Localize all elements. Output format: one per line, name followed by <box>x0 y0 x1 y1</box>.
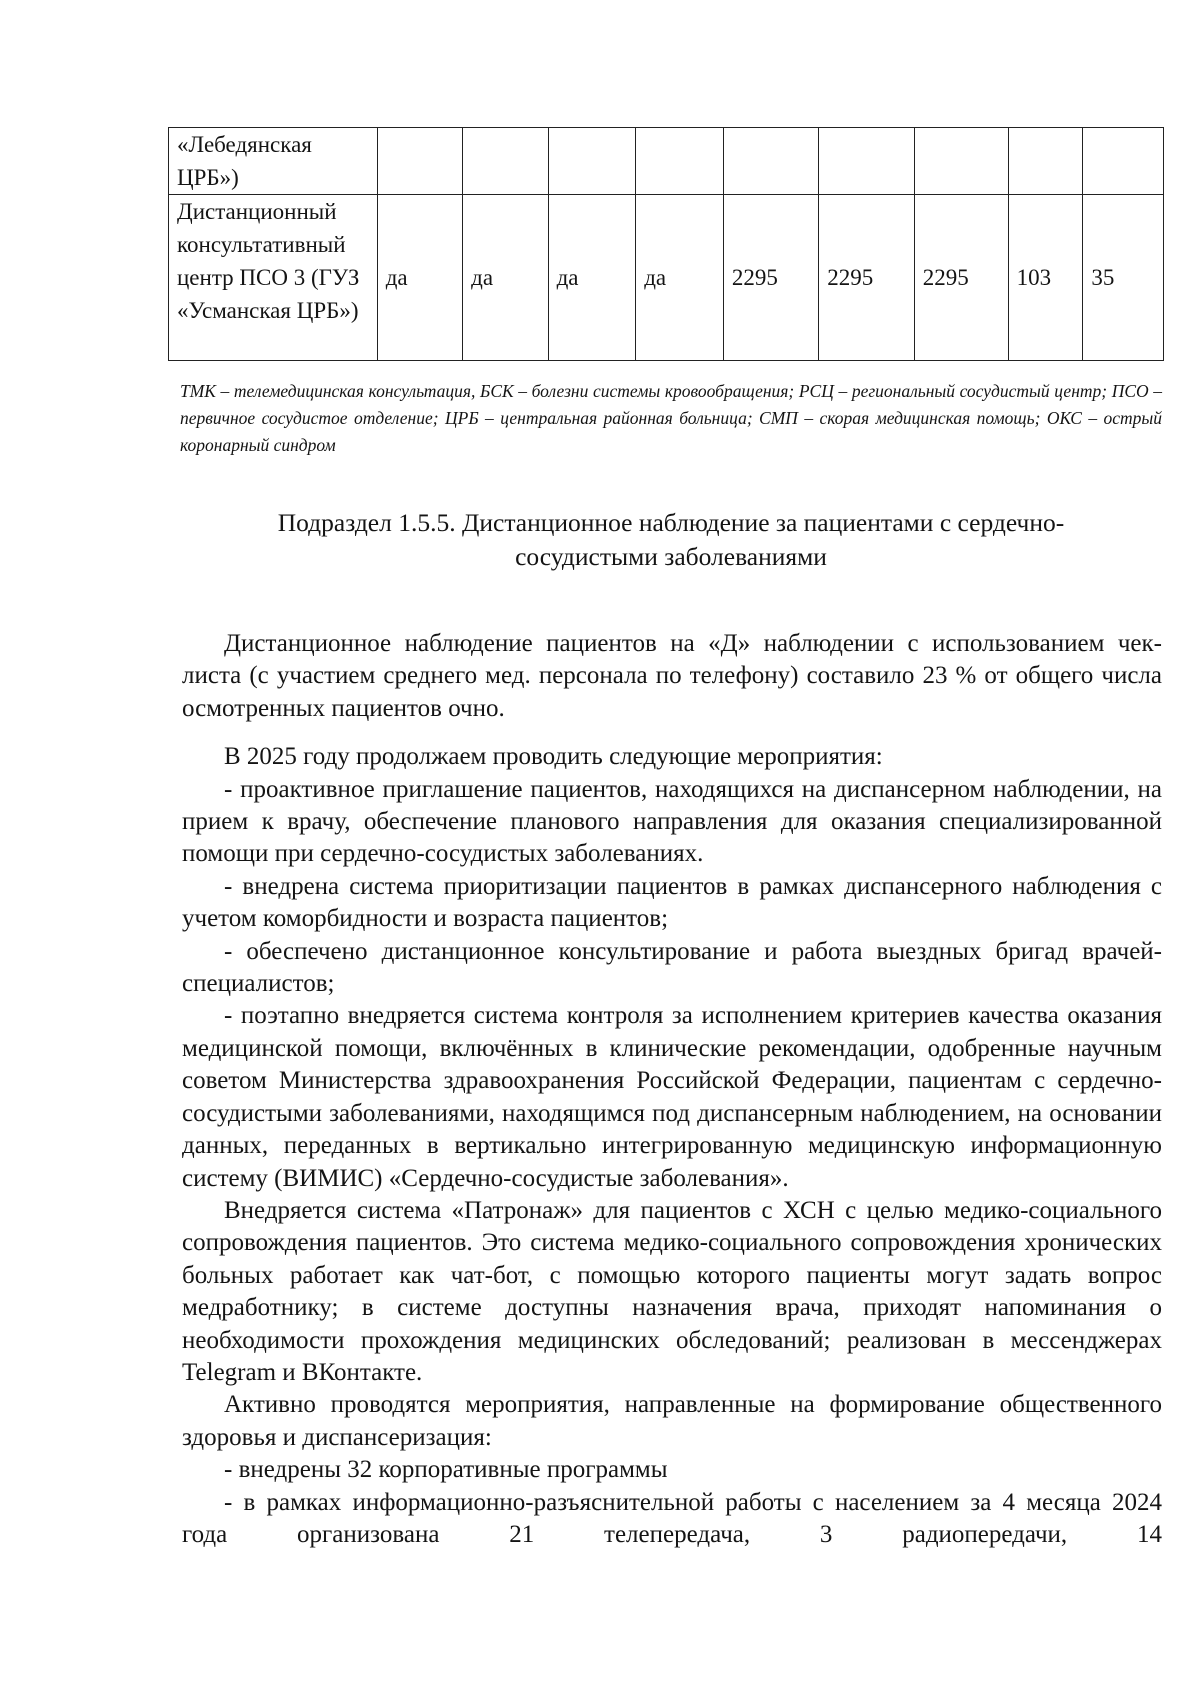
table-cell: да <box>463 195 548 361</box>
table-cell: да <box>377 195 462 361</box>
paragraph: Дистанционное наблюдение пациентов на «Д» наблюдении с использованием чек-листа (с участием среднего мед. персонала по телефону) составило 23 % от общего числа осмотренных пациентов очно. <box>182 630 1162 722</box>
body-text <box>182 628 1162 1551</box>
data-table <box>168 127 1164 361</box>
table-cell <box>377 128 462 195</box>
table-cell-label: Дистанционный консультативный центр ПСО 3 (ГУЗ «Усманская ЦРБ») <box>169 195 378 361</box>
table-cell: 2295 <box>819 195 914 361</box>
paragraph: Активно проводятся мероприятия, направленные на формирование общественного здоровья и диспансеризация: <box>182 1391 1162 1451</box>
list-item: - обеспечено дистанционное консультирование и работа выездных бригад врачей-специалистов; <box>182 937 1162 998</box>
heading-line-1: Подраздел 1.5.5. Дистанционное наблюдение за пациентами с сердечно- <box>277 508 1065 537</box>
table-footnote: ТМК – телемедицинская консультация, БСК – болезни системы кровообращения; РСЦ – региональный сосудистый центр; ПСО – первичное сосудистое отделение; ЦРБ – центральная районная больница; СМП – скорая медицинская помощь; ОКС – острый коронарный синдром <box>180 381 1162 455</box>
table-cell-label: «Лебедянская ЦРБ») <box>169 128 378 195</box>
heading-line-2: сосудистыми заболеваниями <box>515 542 827 571</box>
list-item: - в рамках информационно-разъяснительной работы с населением за 4 месяца 2024 года организована 21 телепередача, 3 радиопередачи, 14 <box>182 1488 1162 1548</box>
paragraph: В 2025 году продолжаем проводить следующие мероприятия: <box>224 743 883 771</box>
table-cell: да <box>636 195 724 361</box>
table-cell: 2295 <box>914 195 1008 361</box>
table-cell: 103 <box>1008 195 1083 361</box>
table-row <box>169 195 1164 361</box>
list-item: - внедрены 32 корпоративные программы <box>224 1456 668 1484</box>
list-item: - внедрена система приоритизации пациентов в рамках диспансерного наблюдения с учетом коморбидности и возраста пациентов; <box>182 872 1162 933</box>
table-cell <box>723 128 818 195</box>
table-cell <box>636 128 724 195</box>
table-cell: да <box>548 195 636 361</box>
table-cell <box>819 128 914 195</box>
table-cell <box>914 128 1008 195</box>
paragraph: Внедряется система «Патронаж» для пациентов с ХСН с целью медико-социального сопровождения пациентов. Это система медико-социального сопровождения хронических больных работает как чат-бот, с помощью которого пациенты могут задать вопрос медработнику; в системе доступны назначения врача, приходят напоминания о необходимости прохождения медицинских обследований; реализован в мессенджерах Telegram и ВКонтакте. <box>182 1196 1162 1386</box>
table-cell: 2295 <box>723 195 818 361</box>
table-cell <box>1083 128 1164 195</box>
list-item: - поэтапно внедряется система контроля за исполнением критериев качества оказания медицинской помощи, включённых в клинические рекомендации, одобренные научным советом Министерства здравоохранения Российской Федерации, пациентам с сердечно-сосудистыми заболеваниями, находящимся под диспансерным наблюдением, на основании данных, переданных в вертикально интегрированную медицинскую информационную систему (ВИМИС) «Сердечно-сосудистые заболевания». <box>182 1002 1162 1192</box>
table-cell <box>548 128 636 195</box>
list-item: - проактивное приглашение пациентов, находящихся на диспансерном наблюдении, на прием к врачу, обеспечение планового направления для оказания специализированной помощи при сердечно-сосудистых заболеваниях. <box>182 775 1162 868</box>
section-heading <box>180 506 1162 574</box>
table-cell: 35 <box>1083 195 1164 361</box>
table-row <box>169 128 1164 195</box>
table-cell <box>1008 128 1083 195</box>
table-cell <box>463 128 548 195</box>
